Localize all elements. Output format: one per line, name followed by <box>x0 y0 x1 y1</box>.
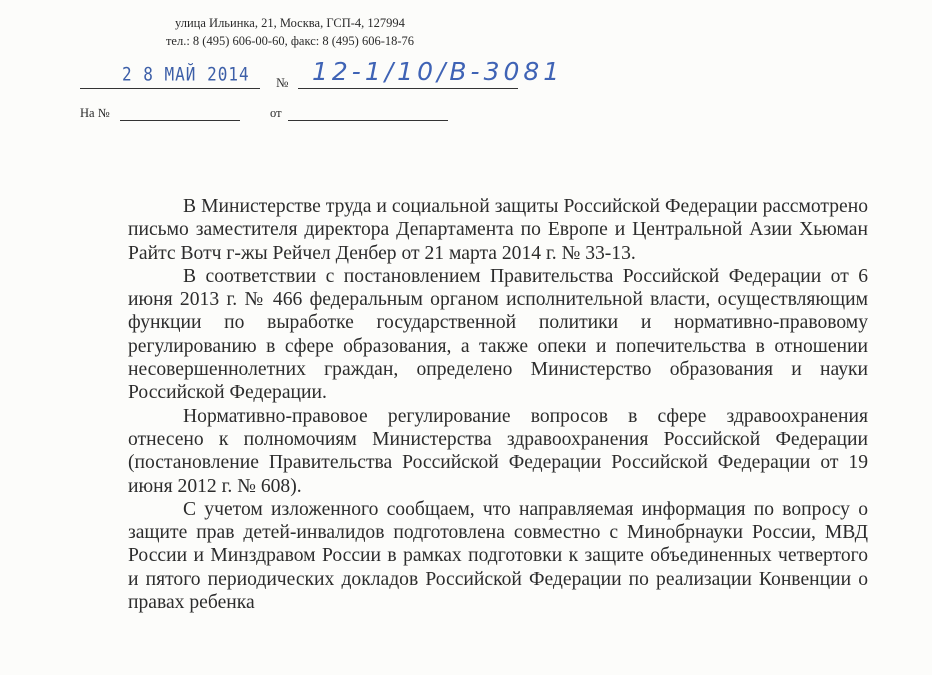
body-paragraph: В соответствии с постановлением Правительства Российской Федерации от 6 июня 2013 г. № 466 федеральным органом исполнительной власти, осуществляющим функции по выработке государственной политики и нормативно-правовому регулированию в сфере образования, а также опеки и попечительства в отношении несовершеннолетних граждан, определено Министерство образования и науки Российской Федерации. <box>128 265 868 404</box>
reference-from-label: от <box>270 106 282 120</box>
reference-date-blank <box>288 120 448 121</box>
reference-number-label: На № <box>80 106 110 120</box>
number-underline <box>298 88 518 89</box>
letterhead-phones: тел.: 8 (495) 606-00-60, факс: 8 (495) 606-18-76 <box>165 34 415 48</box>
registration-line <box>80 57 640 93</box>
body-paragraph: В Министерстве труда и социальной защиты Российской Федерации рассмотрено письмо заместителя директора Департамента по Европе и Центральной Азии Хьюман Райтс Вотч г-жы Рейчел Денбер от 21 марта 2014 г. № 33-13. <box>128 196 868 264</box>
handwritten-registration-number: 12-1/10/В-3081 <box>312 57 564 86</box>
letterhead-address: улица Ильинка, 21, Москва, ГСП-4, 127994 <box>175 16 405 30</box>
body-paragraph: Нормативно-правовое регулирование вопросов в сфере здравоохранения отнесено к полномочиям Министерства здравоохранения Российской Федерации (постановление Правительства Российской Федерации Российской Федерации от 19 июня 2012 г. № 608). <box>128 405 868 497</box>
body-paragraph: С учетом изложенного сообщаем, что направляемая информация по вопросу о защите прав детей-инвалидов подготовлена совместно с Минобрнауки России, МВД России и Минздравом России в рамках подготовки к защите объединенных четвертого и пятого периодических докладов Российской Федерации по реализации Конвенции о правах ребенка <box>128 498 868 614</box>
reference-line <box>80 106 480 126</box>
reference-number-blank <box>120 120 240 121</box>
date-stamp: 2 8 МАЙ 2014 <box>122 63 250 85</box>
date-underline <box>80 88 260 89</box>
number-sign: № <box>276 75 289 90</box>
letter-body <box>128 195 868 614</box>
